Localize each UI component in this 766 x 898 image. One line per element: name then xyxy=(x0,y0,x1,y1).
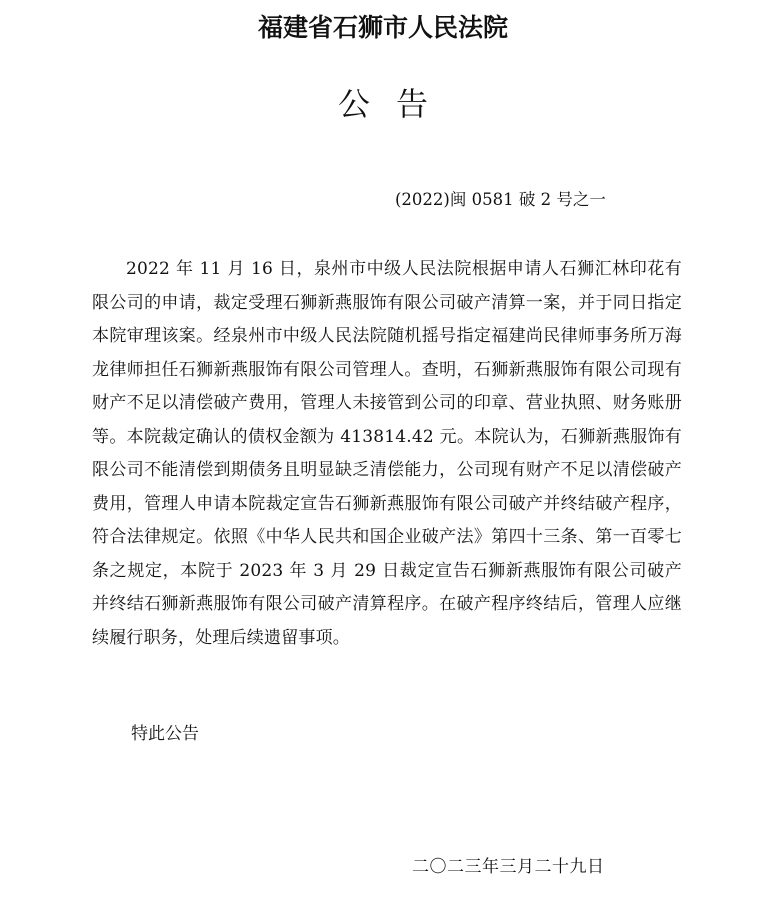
case-number: (2022)闽 0581 破 2 号之一 xyxy=(395,190,606,209)
closing-remark: 特此公告 xyxy=(131,724,199,744)
announcement-body: 2022 年 11 月 16 日，泉州市中级人民法院根据申请人石狮汇林印花有限公司的申请，裁定受理石狮新燕服饰有限公司破产清算一案，并于同日指定本院审理该案。经泉州市中级人民法院随机摇号指定福建尚民律师事务所万海龙律师担任石狮新燕服饰有限公司管理人。查明，石狮新燕服饰有限公司现有财产不足以清偿破产费用，管理人未接管到公司的印章、营业执照、财务账册等。本院裁定确认的债权金额为 413814.42 元。本院认为，石狮新燕服饰有限公司不能清偿到期债务且明显缺乏清偿能力，公司现有财产不足以清偿破产费用，管理人申请本院裁定宣告石狮新燕服饰有限公司破产并终结破产程序，符合法律规定。依照《中华人民共和国企业破产法》第四十三条、第一百零七条之规定，本院于 2023 年 3 月 29 日裁定宣告石狮新燕服饰有限公司破产并终结石狮新燕服饰有限公司破产清算程序。在破产程序终结后，管理人应继续履行职务，处理后续遗留事项。 xyxy=(92,259,682,648)
issue-date: 二〇二三年三月二十九日 xyxy=(412,857,605,877)
document-title: 公告 xyxy=(337,85,454,123)
court-name: 福建省石狮市人民法院 xyxy=(257,13,508,42)
